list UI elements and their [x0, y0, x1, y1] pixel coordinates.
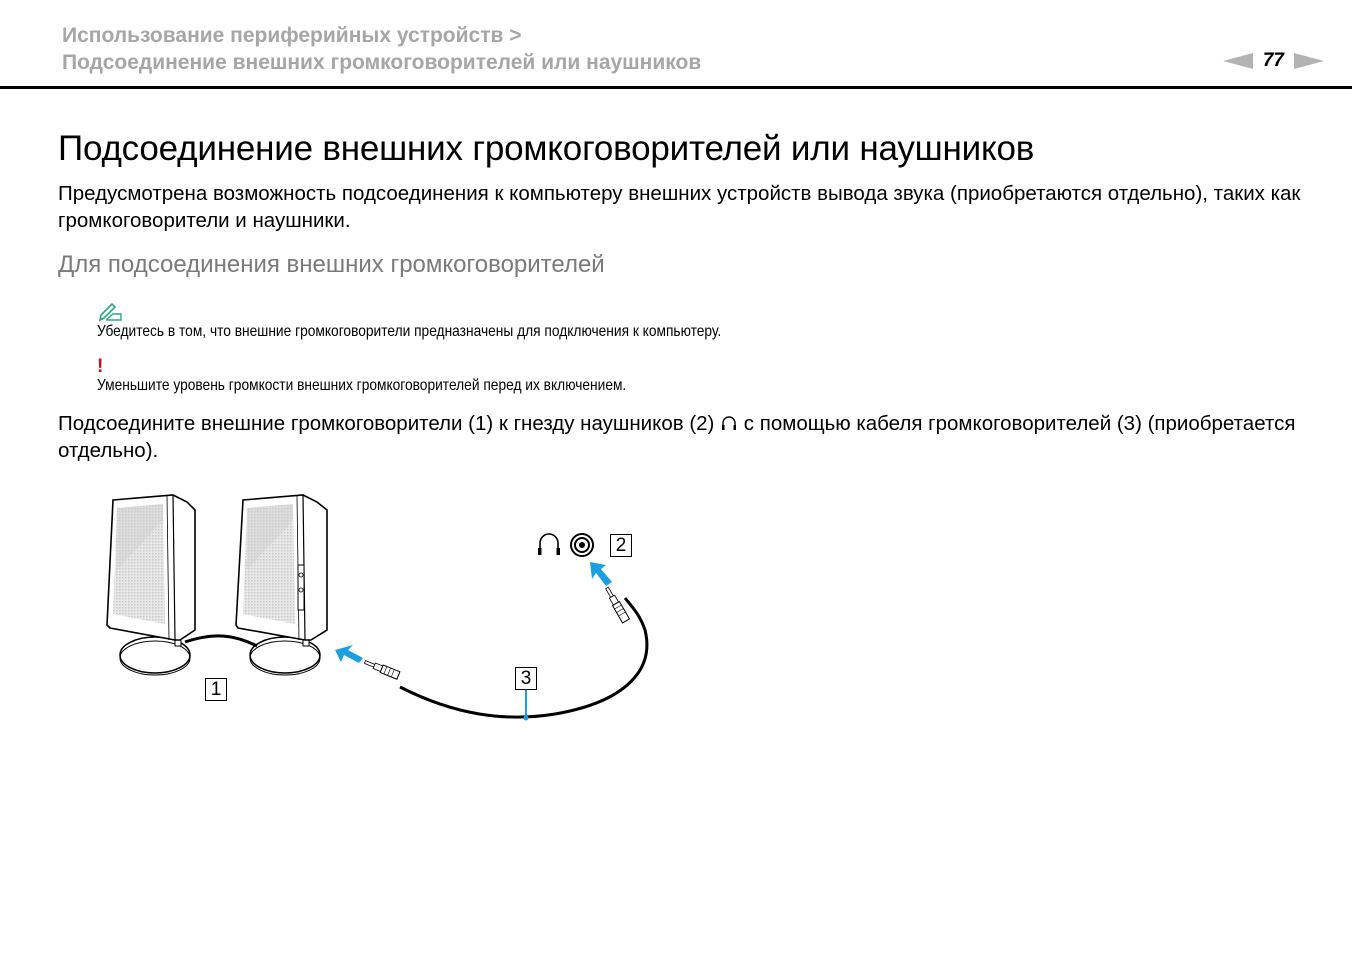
intro-paragraph: Предусмотрена возможность подсоединения к компьютеру внешних устройств вывода звука (приобретаются отдельно), таких как громкоговорители и наушники. [58, 182, 1301, 232]
instruction-text-part2: с помощью кабеля громкоговорителей (3) (приобретается отдельно). [58, 412, 1296, 462]
warning-text: Уменьшите уровень громкости внешних громкоговорителей перед их включением. [97, 377, 627, 394]
arrow-right-icon[interactable] [1294, 53, 1324, 69]
callout-1: 1 [205, 678, 227, 701]
instruction-paragraph [58, 410, 1318, 464]
cable-plug-left-icon [364, 658, 400, 679]
speaker-connection-diagram [95, 490, 675, 730]
section-subtitle: Для подсоединения внешних громкоговорителей [58, 251, 605, 278]
page-number: 77 [1262, 50, 1284, 71]
cable-plug-right-icon [604, 586, 630, 623]
diagram-illustration [95, 490, 675, 730]
arrow-left-icon[interactable] [1223, 53, 1253, 69]
page-title: Подсоединение внешних громкоговорителей или наушников [58, 129, 1035, 168]
headphone-jack-icon [571, 534, 593, 556]
instruction-text-part1: Подсоедините внешние громкоговорители (1) к гнезду наушников (2) [58, 412, 721, 435]
note-block [97, 302, 1318, 342]
pencil-note-icon [97, 302, 127, 322]
breadcrumb-parent[interactable]: Использование периферийных устройств > [62, 24, 522, 47]
arrow-to-jack-icon [590, 562, 612, 586]
left-speaker-icon [107, 495, 195, 675]
headphone-jack-label-icon [538, 534, 560, 555]
headphone-icon [720, 414, 738, 432]
warning-icon: ! [97, 356, 104, 377]
callout-2: 2 [610, 534, 632, 557]
breadcrumb-current[interactable]: Подсоединение внешних громкоговорителей или наушников [62, 51, 702, 74]
note-text: Убедитесь в том, что внешние громкоговорители предназначены для подключения к компьютеру. [97, 323, 722, 340]
warning-block [97, 358, 1318, 396]
header-divider [0, 86, 1352, 89]
right-speaker-icon [236, 495, 327, 675]
callout-3: 3 [515, 667, 537, 690]
arrow-to-speaker-icon [335, 645, 363, 663]
page-navigation [1223, 50, 1324, 72]
main-content [58, 126, 1318, 464]
breadcrumb [62, 22, 701, 76]
page-header [0, 0, 1352, 90]
